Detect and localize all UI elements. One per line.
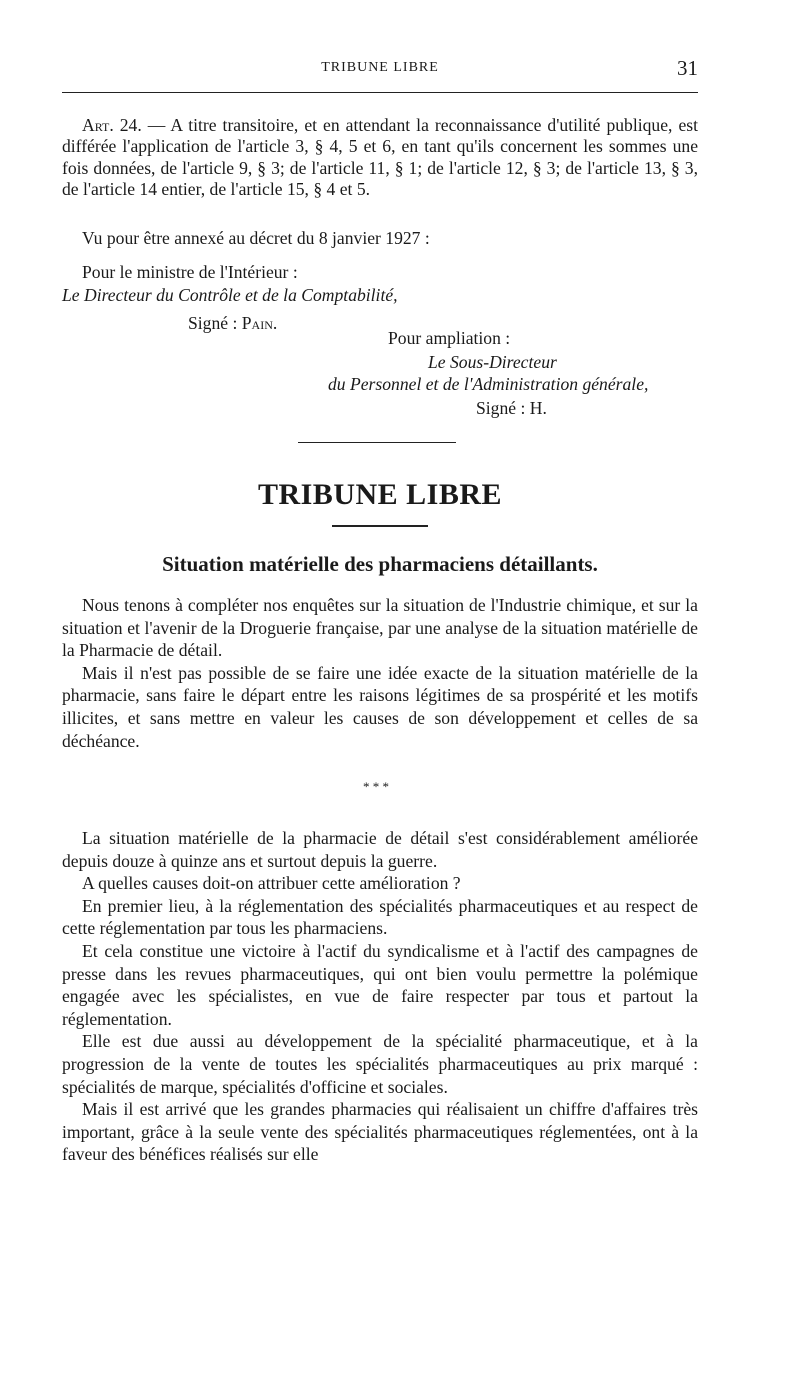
title-rule [332,525,428,527]
body-part-2 [62,827,698,1166]
article-24-paragraph [62,115,698,200]
asterism: * * * [363,779,389,794]
body-paragraph: Mais il n'est pas possible de se faire une idée exacte de la situation matérielle de la pharmacie, sans faire le départ entre les raisons légitimes de sa prospérité et les motifs illicites, et sans mettre en valeur les causes de son développement et celles de sa déchéance. [62,662,698,751]
minister-line: Pour le ministre de l'Intérieur : [82,262,298,282]
running-title: TRIBUNE LIBRE [321,60,439,75]
page-header [62,58,698,82]
header-rule [62,92,698,93]
body-paragraph: Et cela constitue une victoire à l'actif du syndicalisme et à l'actif des campagnes de presse dans les revues pharmaceutiques, qui ont bien voulu permettre la polémique engagée avec les spécialistes, en vue de faire respecter par tous et partout la réglementation. [62,940,698,1029]
annex-line: Vu pour être annexé au décret du 8 janvier 1927 : [82,228,430,248]
body-paragraph: Elle est due aussi au développement de la spécialité pharmaceutique, et à la progression de la vente de toutes les spécialités pharmaceutiques au prix marqué : spécialités de marque, spécialités d'officine et sociales. [62,1031,698,1097]
signature-name: Pain. [241,313,278,333]
body-paragraph: Nous tenons à compléter nos enquêtes sur la situation de l'Industrie chimique, et sur la situation et l'avenir de la Droguerie française, par une analyse de la situation matérielle de la Pharmacie de détail. [62,595,698,661]
signature-h: Signé : H. [476,398,547,418]
ampliation-line: Pour ampliation : [388,328,511,348]
director-line: Le Directeur du Contrôle et de la Comptabilité, [62,285,398,305]
body-paragraph: A quelles causes doit-on attribuer cette amélioration ? [82,873,461,894]
page-number: 31 [677,56,698,80]
body-paragraph: Mais il est arrivé que les grandes pharmacies qui réalisaient un chiffre d'affaires très important, grâce à la seule vente des spécialités pharmaceutiques réglementées, ont à la faveur des bénéfices réalisés sur elle [62,1099,698,1165]
body-paragraph: La situation matérielle de la pharmacie de détail s'est considérablement améliorée depuis douze à quinze ans et surtout depuis la guerre. [62,828,698,871]
signature-prefix: Signé : [188,313,242,333]
body-part-1 [62,594,698,752]
sous-directeur-line: Le Sous-Directeur [428,352,557,372]
article-label: Art. 24. [82,115,142,135]
body-paragraph: En premier lieu, à la réglementation des spécialités pharmaceutiques et au respect de cette réglementation par tous les pharmaciens. [62,895,698,939]
section-title: TRIBUNE LIBRE [257,478,503,511]
personnel-line: du Personnel et de l'Administration générale, [328,374,649,394]
document-page [62,0,698,1375]
article-text: — A titre transitoire, et en attendant la reconnaissance d'utilité publique, est différée l'application de l'article 3, § 4, 5 et 6, en tant qu'ils concernent les sommes une fois données, de l'article 9, § 3; de l'article 11, § 1; de l'article 12, § 3; de l'article 13, § 3, de l'article 14 entier, de l'article 15, § 4 et 5. [62,115,699,199]
separator-rule [298,442,456,443]
article-title: Situation matérielle des pharmaciens détaillants. [162,552,598,576]
signature-pain [188,313,277,334]
